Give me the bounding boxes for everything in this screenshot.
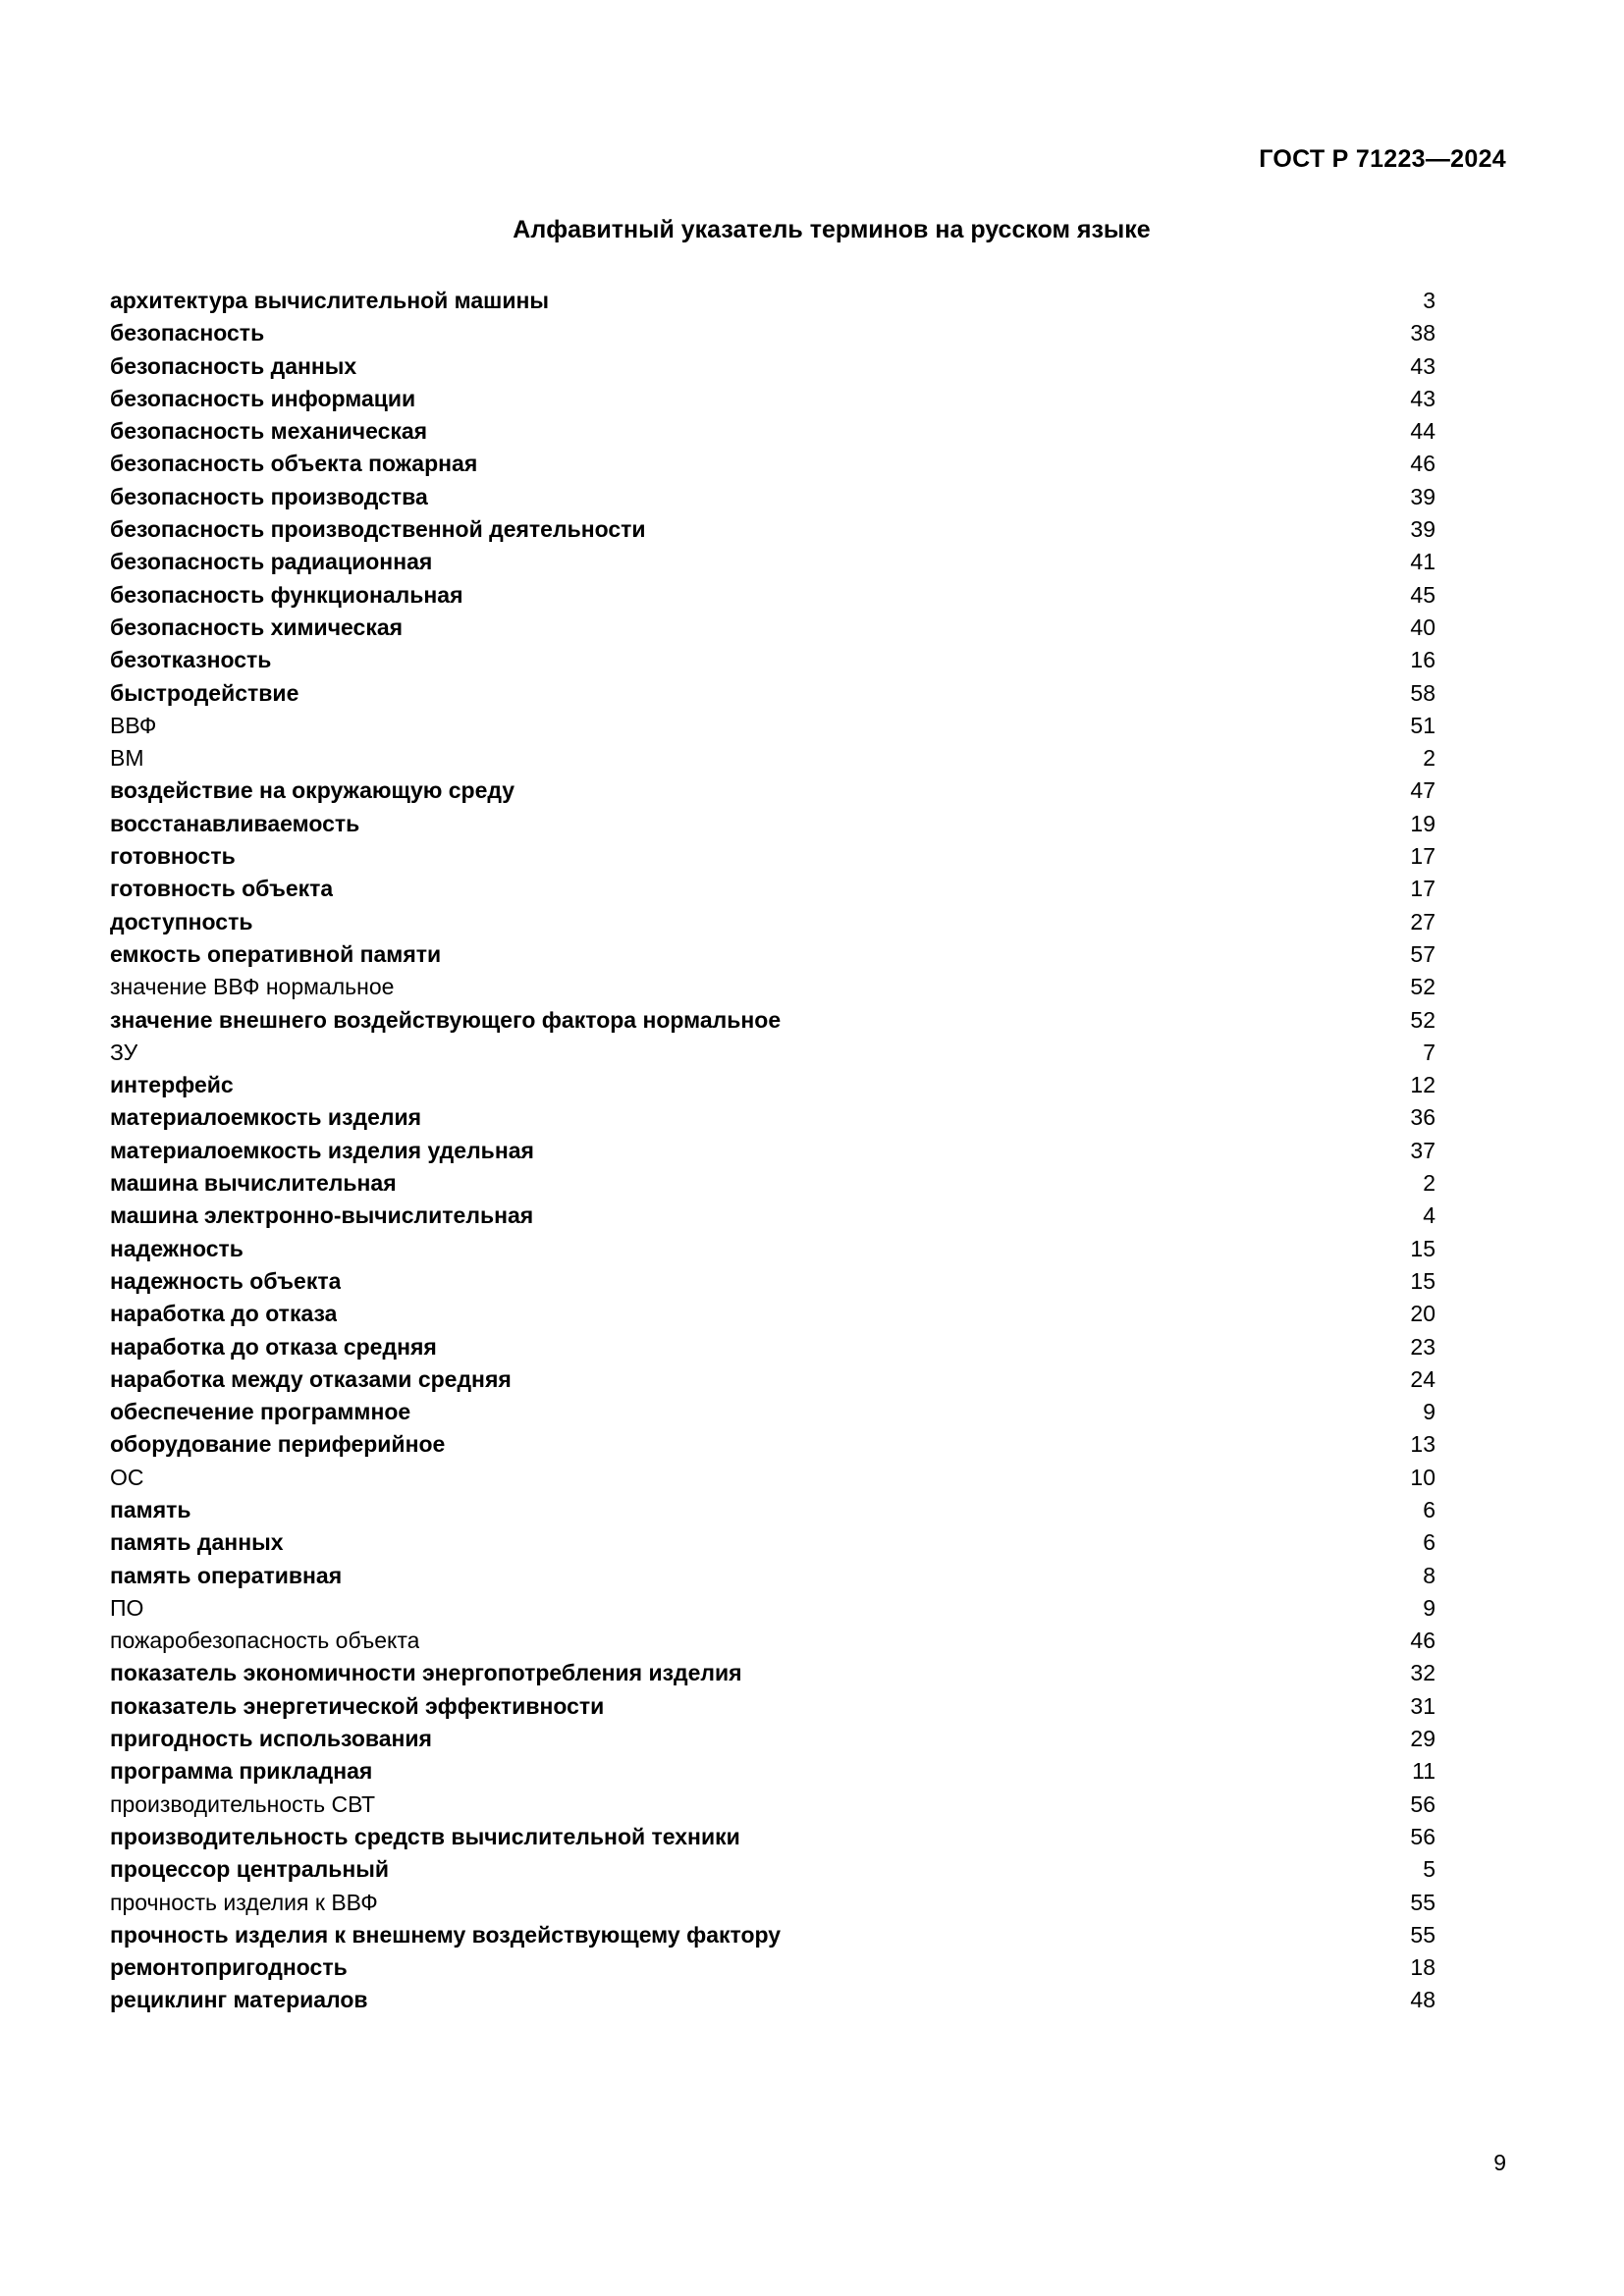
index-page-ref: 24 <box>1410 1365 1435 1392</box>
index-term: доступность <box>110 908 253 934</box>
index-term: безопасность производства <box>110 483 428 509</box>
index-term: воздействие на окружающую среду <box>110 777 515 804</box>
index-entry <box>110 1037 1435 1069</box>
index-page-ref: 41 <box>1410 549 1435 575</box>
index-entry <box>110 808 1435 840</box>
index-page-ref: 10 <box>1410 1464 1435 1490</box>
index-page-ref: 5 <box>1423 1856 1435 1883</box>
index-page-ref: 56 <box>1410 1790 1435 1817</box>
index-term: архитектура вычислительной машины <box>110 288 550 313</box>
index-page-ref: 29 <box>1410 1726 1435 1752</box>
index-term: значение ВВФ нормальное <box>110 974 395 1000</box>
index-page-ref: 55 <box>1410 1921 1435 1948</box>
index-entry <box>110 383 1435 415</box>
index-page-ref: 12 <box>1410 1072 1435 1098</box>
index-page-ref: 17 <box>1410 876 1435 902</box>
index-term: безопасность <box>110 320 265 347</box>
index-term: значение внешнего воздействующего фактора нормальное <box>110 1006 782 1033</box>
index-term: быстродействие <box>110 679 299 706</box>
index-entry <box>110 579 1435 612</box>
index-page-ref: 55 <box>1410 1889 1435 1915</box>
index-term: ПО <box>110 1594 144 1621</box>
index-entry <box>110 350 1435 383</box>
page-title: Алфавитный указатель терминов на русском языке <box>513 216 1151 243</box>
index-page-ref: 40 <box>1410 614 1435 640</box>
index-term: материалоемкость изделия удельная <box>110 1137 534 1163</box>
index-page-ref: 23 <box>1410 1333 1435 1360</box>
index-page-ref: 52 <box>1410 974 1435 1000</box>
index-term: безопасность данных <box>110 352 357 379</box>
index-page-ref: 58 <box>1410 679 1435 706</box>
index-entry <box>110 1657 1435 1689</box>
index-term: безопасность функциональная <box>110 581 463 608</box>
index-entry <box>110 1821 1435 1853</box>
index-page-ref: 36 <box>1410 1104 1435 1131</box>
index-entry <box>110 710 1435 742</box>
index-term: ОС <box>110 1464 144 1490</box>
index-term: ВВФ <box>110 712 157 738</box>
index-entry <box>110 1265 1435 1298</box>
index-page-ref: 56 <box>1410 1823 1435 1849</box>
index-term: наработка между отказами средняя <box>110 1365 512 1392</box>
index-term: процессор центральный <box>110 1856 390 1883</box>
index-entry <box>110 1984 1435 2016</box>
index-page-ref: 13 <box>1410 1431 1435 1458</box>
index-term: пригодность использования <box>110 1726 432 1752</box>
index-page-ref: 57 <box>1410 940 1435 967</box>
index-term: память оперативная <box>110 1562 343 1588</box>
index-term: ВМ <box>110 745 144 772</box>
index-term: готовность объекта <box>110 876 334 902</box>
index-entry <box>110 1789 1435 1821</box>
index-page-ref: 7 <box>1423 1039 1435 1065</box>
index-term: восстанавливаемость <box>110 810 360 836</box>
index-page-ref: 9 <box>1423 1594 1435 1621</box>
index-term: обеспечение программное <box>110 1399 411 1425</box>
index-page-ref: 20 <box>1410 1301 1435 1327</box>
index-page-ref: 17 <box>1410 843 1435 870</box>
index-term: прочность изделия к ВВФ <box>110 1889 378 1915</box>
index-entry <box>110 1200 1435 1232</box>
index-entry <box>110 774 1435 807</box>
index-page-ref: 52 <box>1410 1006 1435 1033</box>
index-entry <box>110 1363 1435 1396</box>
index-term: производительность СВТ <box>110 1790 376 1817</box>
index-entry <box>110 1004 1435 1037</box>
index-page-ref: 8 <box>1423 1562 1435 1588</box>
index-entry <box>110 1167 1435 1200</box>
index-page-ref: 48 <box>1410 1987 1435 2013</box>
index-term: память <box>110 1496 191 1522</box>
index-term: надежность <box>110 1235 244 1261</box>
index-page-ref: 43 <box>1410 352 1435 379</box>
standard-header: ГОСТ Р 71223—2024 <box>1259 145 1506 173</box>
index-page-ref: 46 <box>1410 451 1435 477</box>
index-term: машина вычислительная <box>110 1170 397 1197</box>
index-page-ref: 18 <box>1410 1954 1435 1981</box>
index-entry <box>110 1526 1435 1559</box>
index-term: безопасность химическая <box>110 614 404 640</box>
index-entry <box>110 677 1435 710</box>
index-entry <box>110 840 1435 873</box>
index-page-ref: 37 <box>1410 1137 1435 1163</box>
index-page-ref: 2 <box>1423 745 1435 772</box>
index-entry <box>110 906 1435 938</box>
index-entry <box>110 1462 1435 1494</box>
index-term: производительность средств вычислительной техники <box>110 1823 740 1849</box>
index-term: надежность объекта <box>110 1267 342 1294</box>
index-page-ref: 9 <box>1423 1399 1435 1425</box>
index-term: прочность изделия к внешнему воздействующему фактору <box>110 1921 782 1948</box>
index-entry <box>110 448 1435 480</box>
index-term: емкость оперативной памяти <box>110 940 442 967</box>
index-entry <box>110 1135 1435 1167</box>
index-page-ref: 51 <box>1410 712 1435 738</box>
index-entry <box>110 1592 1435 1625</box>
index-page-ref: 39 <box>1410 483 1435 509</box>
index-entry <box>110 1331 1435 1363</box>
index-entry <box>110 546 1435 578</box>
index-entry <box>110 1101 1435 1134</box>
index-entry <box>110 1396 1435 1428</box>
index-entry <box>110 644 1435 676</box>
index-term: ЗУ <box>110 1039 138 1065</box>
index-term: показатель экономичности энергопотребления изделия <box>110 1660 742 1686</box>
index-entry <box>110 1560 1435 1592</box>
index-term: материалоемкость изделия <box>110 1104 422 1131</box>
index-term: интерфейс <box>110 1072 234 1098</box>
index-page-ref: 6 <box>1423 1496 1435 1522</box>
index-page-ref: 32 <box>1410 1660 1435 1686</box>
index-page-ref: 15 <box>1410 1267 1435 1294</box>
index-page-ref: 47 <box>1410 777 1435 804</box>
index-entry <box>110 1298 1435 1330</box>
index-entry <box>110 1690 1435 1723</box>
index-entry <box>110 1853 1435 1886</box>
index-term: безопасность объекта пожарная <box>110 451 478 477</box>
index-term: программа прикладная <box>110 1758 373 1785</box>
index-term: безопасность информации <box>110 385 416 411</box>
index-entry <box>110 1887 1435 1919</box>
index-entry <box>110 612 1435 644</box>
index-term: наработка до отказа средняя <box>110 1333 437 1360</box>
index-page-ref: 4 <box>1423 1202 1435 1229</box>
index-term: оборудование периферийное <box>110 1431 446 1458</box>
index-entry <box>110 1951 1435 1984</box>
index-entry <box>110 1428 1435 1461</box>
index-entry <box>110 1494 1435 1526</box>
index-page-ref: 16 <box>1410 647 1435 673</box>
index-entry <box>110 1233 1435 1265</box>
index-entry <box>110 415 1435 448</box>
index-term: безопасность производственной деятельности <box>110 516 646 543</box>
index-entry <box>110 938 1435 971</box>
index-term: рециклинг материалов <box>110 1987 368 2013</box>
index-term: безопасность механическая <box>110 418 428 445</box>
index-page-ref: 43 <box>1410 385 1435 411</box>
index-entry <box>110 481 1435 513</box>
index-page-ref: 31 <box>1410 1692 1435 1719</box>
index-term: безопасность радиационная <box>110 549 433 575</box>
page-number: 9 <box>1493 2150 1506 2175</box>
index-entry <box>110 1625 1435 1657</box>
index-term: ремонтопригодность <box>110 1954 348 1981</box>
index-entry <box>110 1069 1435 1101</box>
index-page-ref: 46 <box>1410 1628 1435 1654</box>
index-page-ref: 3 <box>1423 288 1435 313</box>
index-entry <box>110 742 1435 774</box>
alphabetical-index-list <box>110 285 1435 2017</box>
index-page-ref: 39 <box>1410 516 1435 543</box>
index-entry <box>110 285 1435 317</box>
index-page-ref: 27 <box>1410 908 1435 934</box>
index-term: готовность <box>110 843 236 870</box>
index-term: память данных <box>110 1529 284 1556</box>
index-term: безотказность <box>110 647 272 673</box>
index-term: машина электронно-вычислительная <box>110 1202 534 1229</box>
index-page-ref: 6 <box>1423 1529 1435 1556</box>
index-page-ref: 2 <box>1423 1170 1435 1197</box>
index-page-ref: 15 <box>1410 1235 1435 1261</box>
index-entry <box>110 971 1435 1003</box>
index-entry <box>110 1919 1435 1951</box>
index-entry <box>110 513 1435 546</box>
index-term: пожаробезопасность объекта <box>110 1628 420 1654</box>
index-entry <box>110 317 1435 349</box>
index-page-ref: 11 <box>1412 1758 1435 1785</box>
index-term: показатель энергетической эффективности <box>110 1692 605 1719</box>
index-entry <box>110 1723 1435 1755</box>
index-page-ref: 38 <box>1410 320 1435 347</box>
index-entry <box>110 1755 1435 1788</box>
index-entry <box>110 873 1435 905</box>
index-page-ref: 45 <box>1410 581 1435 608</box>
index-page-ref: 19 <box>1410 810 1435 836</box>
index-term: наработка до отказа <box>110 1301 338 1327</box>
index-page-ref: 44 <box>1410 418 1435 445</box>
